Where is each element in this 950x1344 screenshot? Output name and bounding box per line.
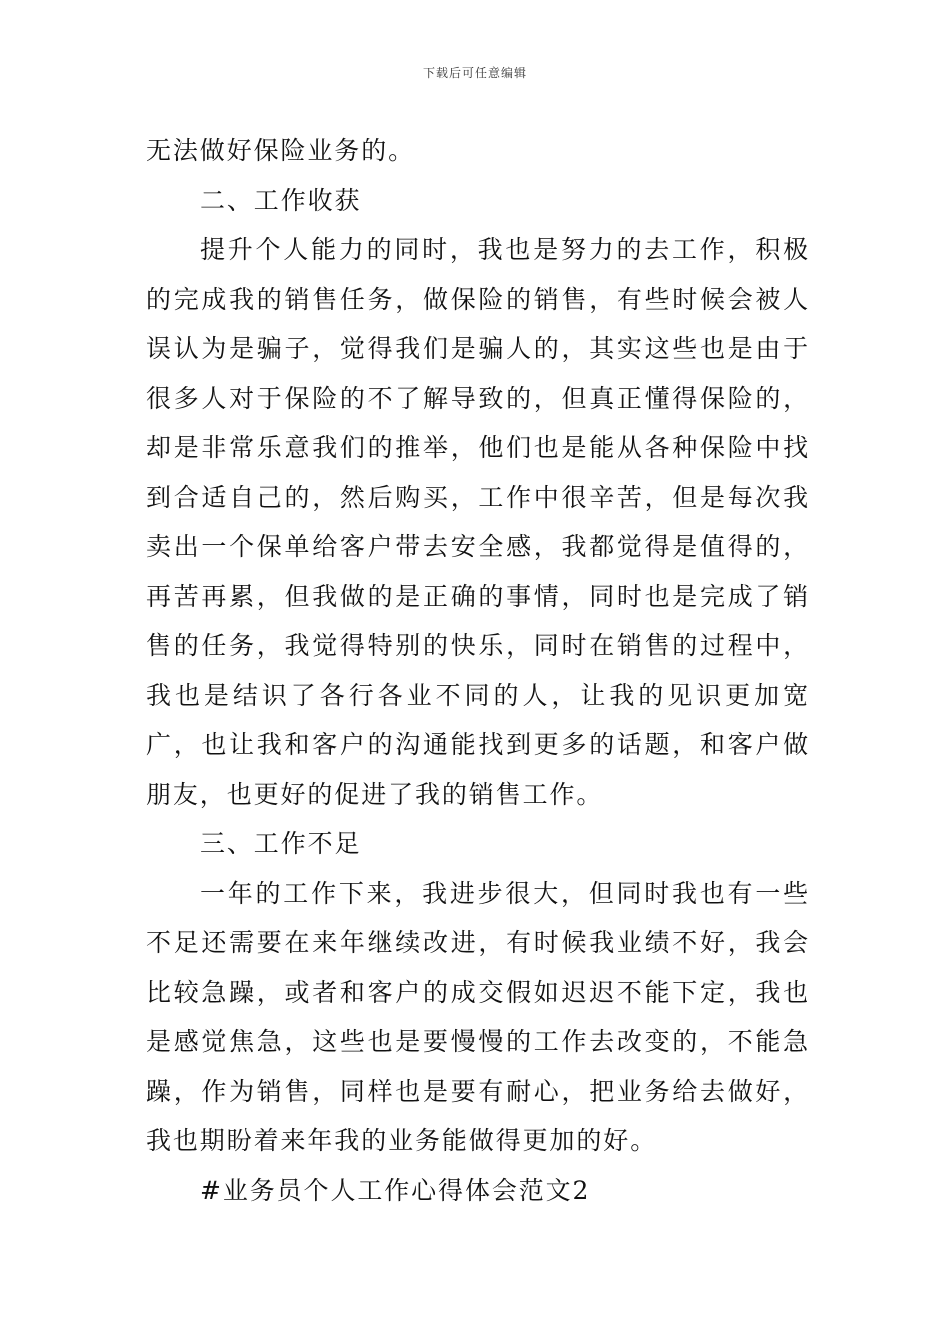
paragraph-work-shortcomings: 一年的工作下来，我进步很大，但同时我也有一些不足还需要在来年继续改进，有时候我业绩不好，我会比较急躁，或者和客户的成交假如迟迟不能下定，我也是感觉焦急，这些也是要慢慢的工作去改变的，不能急躁，作为销售，同样也是要有耐心，把业务给去做好，我也期盼着来年我的业务能做得更加的好。 bbox=[146, 878, 810, 1155]
paragraph-continuation: 无法做好保险业务的。 bbox=[146, 136, 416, 165]
document-body bbox=[146, 126, 810, 1215]
page-header: 下载后可任意编辑 bbox=[422, 66, 527, 80]
sample-essay-title: #业务员个人工作心得体会范文2 bbox=[200, 1175, 591, 1205]
section-heading-work-gains: 二、工作收获 bbox=[200, 185, 362, 215]
paragraph-work-gains: 提升个人能力的同时，我也是努力的去工作，积极的完成我的销售任务，做保险的销售，有些时候会被人误认为是骗子，觉得我们是骗人的，其实这些也是由于很多人对于保险的不了解导致的，但真正懂得保险的，却是非常乐意我们的推举，他们也是能从各种保险中找到合适自己的，然后购买，工作中很辛苦，但是每次我卖出一个保单给客户带去安全感，我都觉得是值得的，再苦再累，但我做的是正确的事情，同时也是完成了销售的任务，我觉得特别的快乐，同时在销售的过程中，我也是结识了各行各业不同的人，让我的见识更加宽广，也让我和客户的沟通能找到更多的话题，和客户做朋友，也更好的促进了我的销售工作。 bbox=[146, 235, 810, 809]
section-heading-work-shortcomings: 三、工作不足 bbox=[200, 829, 362, 858]
